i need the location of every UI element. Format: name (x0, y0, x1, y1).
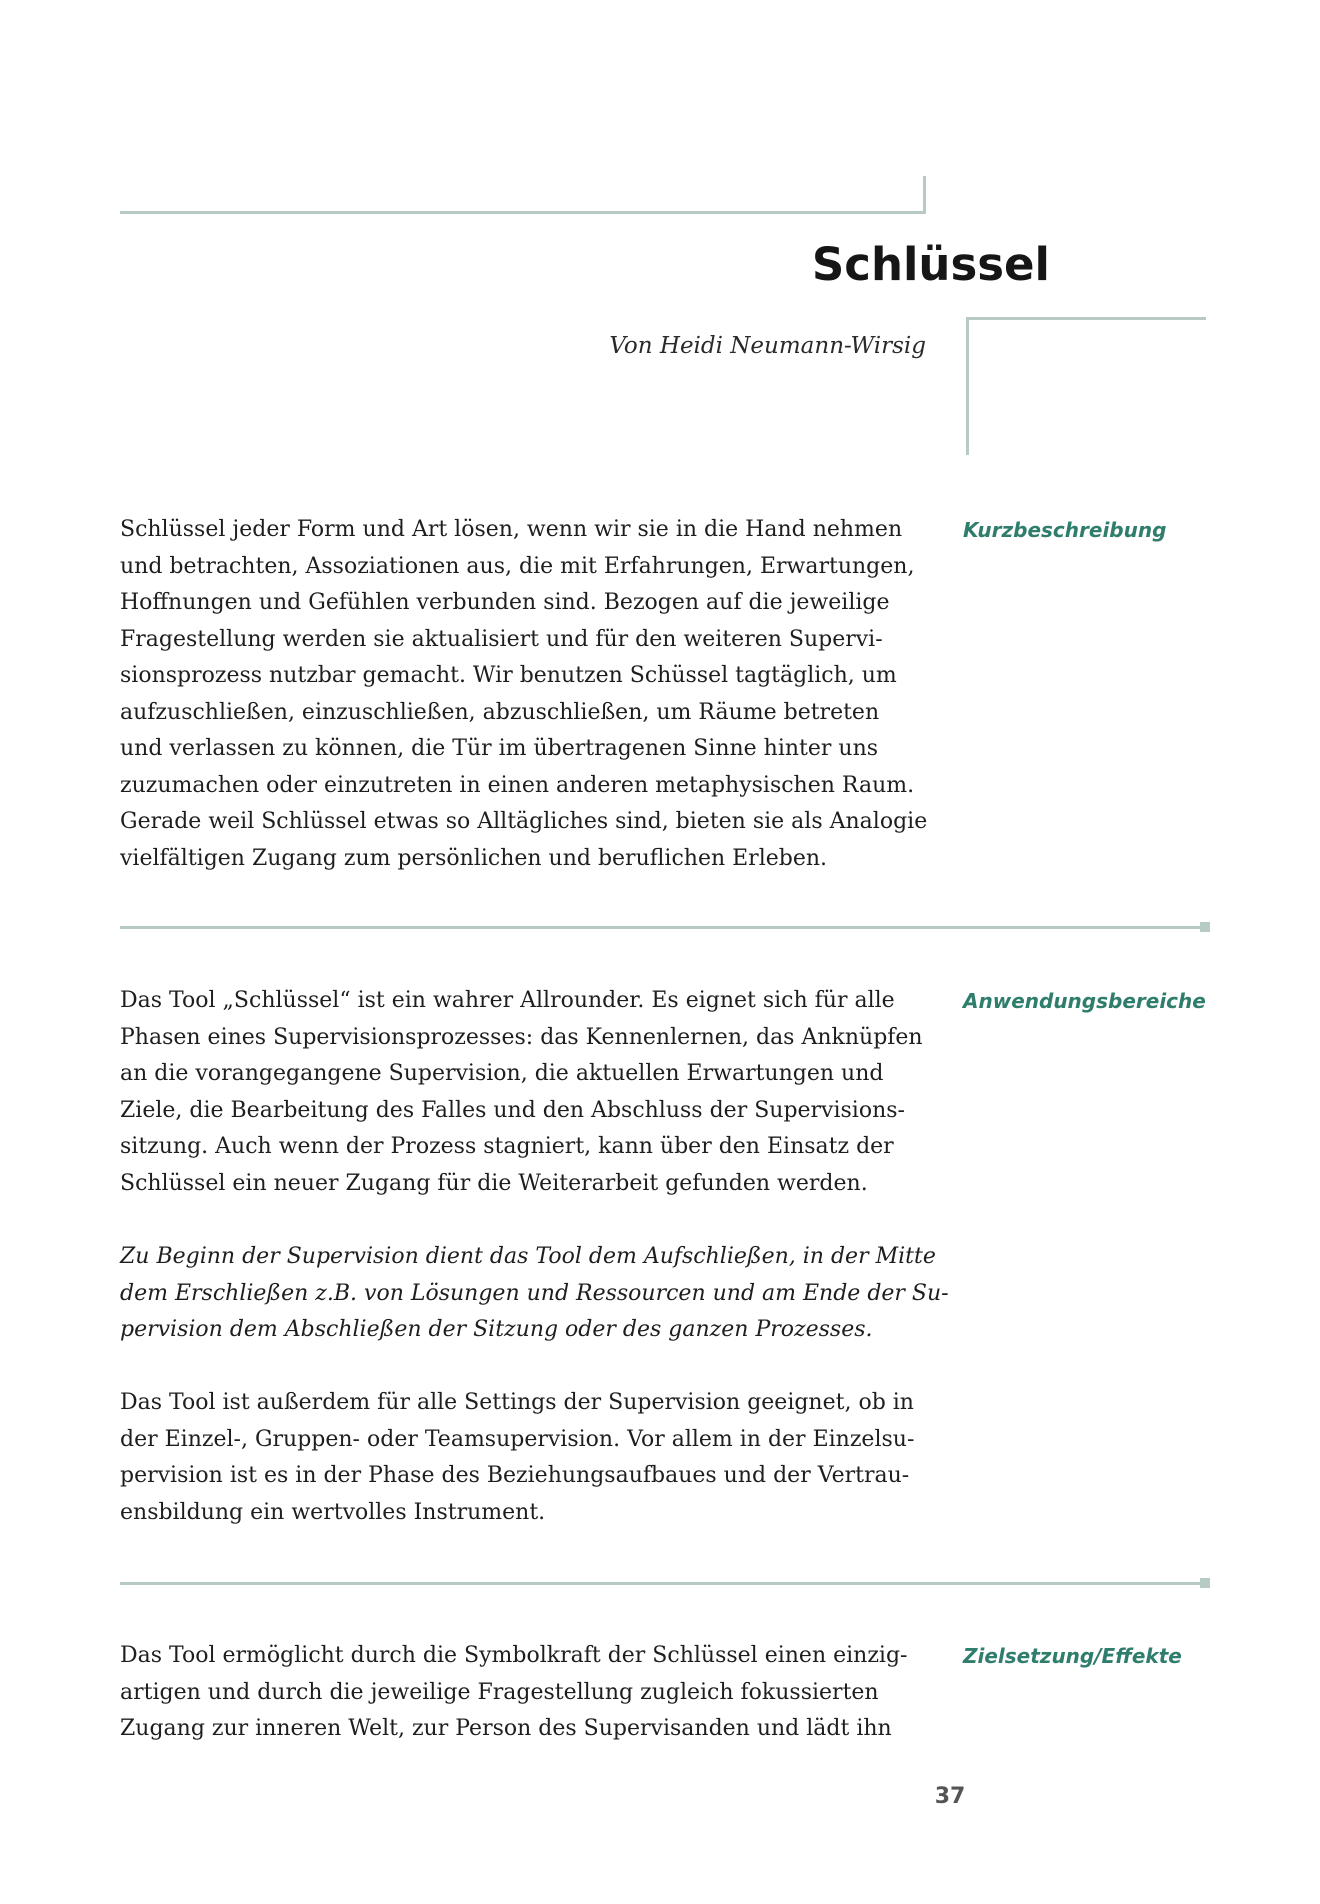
text-line: und verlassen zu können, die Tür im übertragenen Sinne hinter uns (120, 736, 879, 761)
text-line: artigen und durch die jeweilige Fragestellung zugleich fokussierten (120, 1679, 879, 1705)
page-title: Schlüssel (811, 238, 1050, 291)
text-line: Hoffnungen und Gefühlen verbunden sind. Bezogen auf die jeweilige (120, 590, 890, 615)
section-label-zielsetzung: Zielsetzung/Effekte (963, 1644, 1182, 1668)
text-line: ensbildung ein wertvolles Instrument. (120, 1499, 546, 1525)
text-line: Das Tool „Schlüssel“ ist ein wahrer Allrounder. Es eignet sich für alle (120, 988, 895, 1013)
text-line: Gerade weil Schlüssel etwas so Alltägliches sind, bieten sie als Analogie (120, 809, 928, 834)
text-line: Zu Beginn der Supervision dient das Tool dem Aufschließen, in der Mitte (120, 1244, 936, 1269)
text-line: aufzuschließen, einzuschließen, abzuschließen, um Räume betreten (120, 699, 880, 725)
text-line: vielfältigen Zugang zum persönlichen und beruflichen Erleben. (120, 845, 828, 871)
text-line: und betrachten, Assoziationen aus, die mit Erfahrungen, Erwartungen, (120, 553, 915, 579)
text-line: sitzung. Auch wenn der Prozess stagniert, kann über den Einsatz der (120, 1134, 894, 1159)
top-rule-tick (923, 176, 926, 214)
section-label-kurzbeschreibung: Kurzbeschreibung (963, 518, 1167, 542)
section-body-kurzbeschreibung (120, 512, 930, 877)
text-line: dem Erschließen z.B. von Lösungen und Ressourcen und am Ende der Su- (120, 1280, 949, 1306)
text-line: pervision dem Abschließen der Sitzung oder des ganzen Prozesses. (120, 1317, 873, 1342)
text-line: Ziele, die Bearbeitung des Falles und den Abschluss der Supervisions- (120, 1097, 905, 1123)
section-label-anwendungsbereiche: Anwendungsbereiche (963, 989, 1206, 1013)
text-line: Fragestellung werden sie aktualisiert und für den weiteren Supervi- (120, 626, 883, 652)
text-line: Phasen eines Supervisionsprozesses: das Kennenlernen, das Anknüpfen (120, 1024, 923, 1050)
section-divider (120, 926, 1206, 929)
author-byline: Von Heidi Neumann-Wirsig (609, 333, 926, 359)
text-line: an die vorangegangene Supervision, die aktuellen Erwartungen und (120, 1061, 884, 1086)
section-divider-end (1200, 1578, 1210, 1588)
text-line: Schlüssel jeder Form und Art lösen, wenn wir sie in die Hand nehmen (120, 517, 903, 542)
section-divider (120, 1582, 1206, 1585)
page-number: 37 (934, 1784, 966, 1809)
text-line: sionsprozess nutzbar gemacht. Wir benutzen Schüssel tagtäglich, um (120, 663, 897, 688)
text-line: Das Tool ermöglicht durch die Symbolkraft der Schlüssel einen einzig- (120, 1643, 908, 1668)
text-line: der Einzel-, Gruppen- oder Teamsupervision. Vor allem in der Einzelsu- (120, 1426, 915, 1452)
text-line: Schlüssel ein neuer Zugang für die Weiterarbeit gefunden werden. (120, 1170, 868, 1196)
section-body-anwendungsbereiche (120, 983, 930, 1202)
text-line: Zugang zur inneren Welt, zur Person des Supervisanden und lädt ihn (120, 1716, 892, 1741)
corner-rule-horizontal (966, 317, 1206, 320)
text-line: zuzumachen oder einzutreten in einen anderen metaphysischen Raum. (120, 772, 915, 798)
section-divider-end (1200, 922, 1210, 932)
section-body-zielsetzung (120, 1638, 930, 1748)
top-rule (120, 211, 926, 214)
section-body-anwendungsbereiche-settings (120, 1385, 930, 1531)
section-body-anwendungsbereiche-italic (120, 1239, 949, 1349)
text-line: Das Tool ist außerdem für alle Settings der Supervision geeignet, ob in (120, 1390, 914, 1415)
text-line: pervision ist es in der Phase des Beziehungsaufbaues und der Vertrau- (120, 1463, 910, 1488)
corner-rule-vertical (966, 317, 969, 455)
